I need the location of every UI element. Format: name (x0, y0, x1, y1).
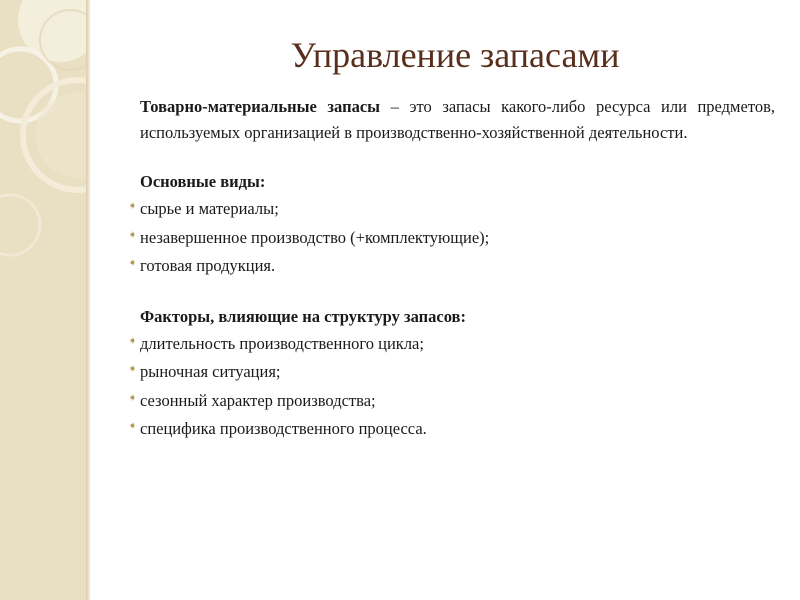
list-item (128, 224, 775, 253)
list-item-text: рыночная ситуация; (140, 362, 281, 381)
arrow-bullet-icon: ➧ (128, 391, 138, 404)
arrow-bullet-icon: ➧ (128, 334, 138, 347)
arrow-bullet-icon: ➧ (128, 200, 138, 212)
arrow-bullet-icon: ➧ (128, 257, 138, 269)
list-item-text: длительность производственного цикла; (140, 333, 424, 353)
arrow-bullet-icon: ➧ (128, 228, 138, 241)
section-heading-factors: Факторы, влияющие на структуру запасов: (140, 306, 466, 326)
definition-text: – это запасы какого-либо ресурса или предметов, используемых организацией в производственно-хозяйственной деятельности. (140, 97, 775, 142)
decorative-sidebar (0, 0, 88, 600)
list-item (128, 330, 775, 359)
decorative-circles-graphic (0, 0, 88, 600)
list-item-text: специфика производственного процесса. (140, 419, 427, 438)
sidebar-edge (86, 0, 90, 600)
list-item (128, 415, 775, 444)
definition-term: Товарно-материальные запасы (140, 97, 381, 116)
slide-content (128, 94, 775, 444)
factors-list (128, 330, 775, 444)
list-item-text: сырье и материалы; (140, 199, 279, 218)
slide-title: Управление запасами (290, 35, 620, 75)
definition-paragraph (140, 94, 775, 146)
list-item-text: сезонный характер производства; (140, 390, 376, 410)
list-item-text: незавершенное производство (+комплектующие); (140, 227, 490, 247)
list-item-text: готовая продукция. (140, 256, 276, 275)
list-item (128, 358, 775, 387)
list-item (128, 387, 775, 416)
types-list (128, 195, 775, 281)
list-item (128, 252, 775, 281)
section-heading-types: Основные виды: (140, 172, 266, 191)
list-item (128, 195, 775, 224)
arrow-bullet-icon: ➧ (128, 363, 138, 375)
arrow-bullet-icon: ➧ (128, 420, 138, 432)
